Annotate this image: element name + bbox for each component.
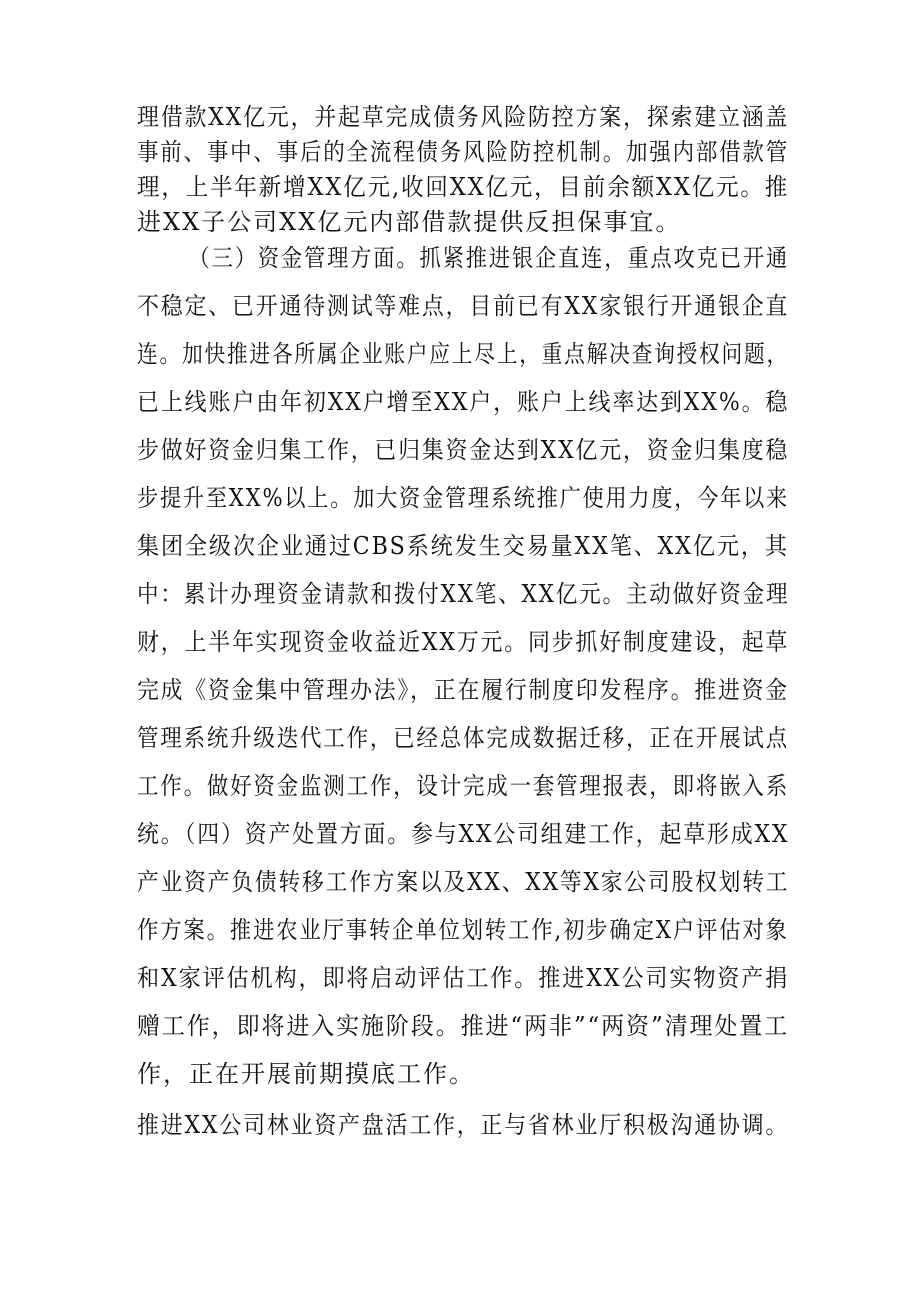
text-line: 管理系统升级迭代工作，已经总体完成数据迁移，正在开展试点 <box>137 724 789 752</box>
text-line: 作，正在开展前期摸底工作。 <box>137 1060 475 1088</box>
text-line: 步提升至XX%以上。加大资金管理系统推广使用力度，今年以来 <box>137 484 790 512</box>
text-line: 统。（四）资产处置方面。参与XX公司组建工作，起草形成XX <box>137 820 790 848</box>
paragraph-fund-management <box>137 234 789 1098</box>
text-line-indented: （三）资金管理方面。抓紧推进银企直连，重点攻克已开通 <box>188 244 790 272</box>
text-line: 理借款XX亿元，并起草完成债务风险防控方案，探索建立涵盖 <box>137 103 790 131</box>
text-line: 完成《资金集中管理办法》，正在履行制度印发程序。推进资金 <box>137 676 789 704</box>
paragraph-debt-management <box>137 100 789 240</box>
text-line: 步做好资金归集工作，已归集资金达到XX亿元，资金归集度稳 <box>137 436 790 464</box>
text-line: 推进XX公司林业资产盘活工作，正与省林业厅积极沟通协调。 <box>137 1111 790 1139</box>
text-line: 已上线账户由年初XX户增至XX户，账户上线率达到XX%。稳 <box>137 388 790 416</box>
text-line: 产业资产负债转移工作方案以及XX、XX等X家公司股权划转工 <box>137 868 790 896</box>
text-line: 作方案。推进农业厅事转企单位划转工作,初步确定X户评估对象 <box>137 916 789 944</box>
text-line: 和X家评估机构，即将启动评估工作。推进XX公司实物资产捐 <box>137 964 790 992</box>
text-line: 中：累计办理资金请款和拨付XX笔、XX亿元。主动做好资金理 <box>137 580 790 608</box>
text-line: 进XX子公司XX亿元内部借款提供反担保事宜。 <box>137 208 682 236</box>
text-line: 理，上半年新增XX亿元,收回XX亿元，目前余额XX亿元。推 <box>137 173 790 201</box>
text-line: 不稳定、已开通待测试等难点，目前已有XX家银行开通银企直 <box>137 292 790 320</box>
text-line: 连。加快推进各所属企业账户应上尽上，重点解决查询授权问题， <box>137 340 789 368</box>
paragraph-forestry-assets <box>137 1108 789 1143</box>
text-line: 赠工作，即将进入实施阶段。推进“两非”“两资”清理处置工 <box>137 1012 790 1040</box>
text-line: 工作。做好资金监测工作，设计完成一套管理报表，即将嵌入系 <box>137 772 789 800</box>
text-line: 集团全级次企业通过CBS系统发生交易量XX笔、XX亿元，其 <box>137 532 789 560</box>
text-line: 财，上半年实现资金收益近XX万元。同步抓好制度建设，起草 <box>137 628 790 656</box>
text-line: 事前、事中、事后的全流程债务风险防控机制。加强内部借款管 <box>137 138 789 166</box>
